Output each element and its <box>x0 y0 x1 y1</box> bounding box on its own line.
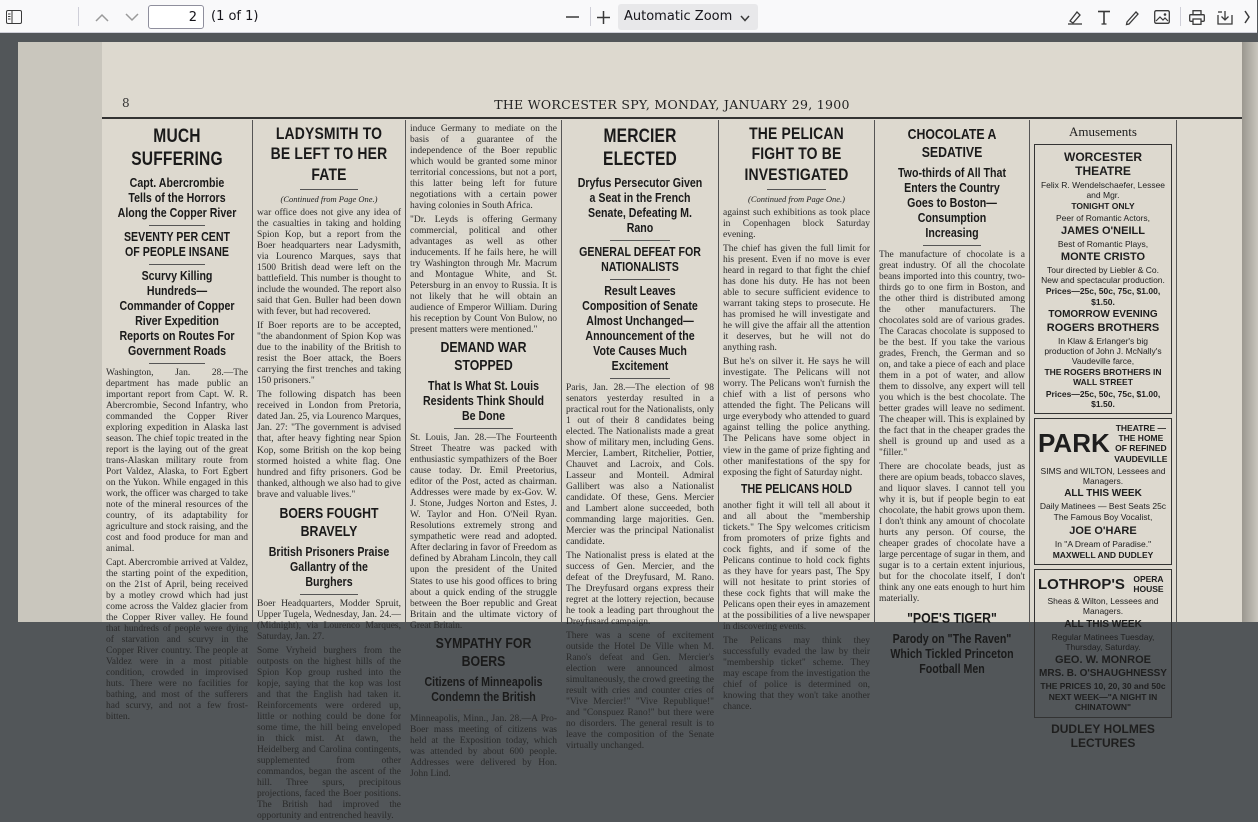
column-rule <box>1176 120 1177 630</box>
masthead-rule <box>102 117 1242 119</box>
amusements-title: Amusements <box>1069 124 1137 139</box>
article-text: Paris, Jan. 28.—The election of 98 senators yesterday resulted in a practical rout for the Nationalists, only 1 out of their 8 candidates being elected. The Nationalists made a great show of military men, including Gens. Mercier, Lambert, Ritchelier, Pottier, Chauvet and Lacroix, and Cols. Lasseur and Monteil. Admiral Gallibert was also a Nationalist candidate. Of these, Gens. Mercier and Lambert alone succeeded, both commanding large majorities. Gen. Mercier was the principal Nationalist candidate. <box>566 382 714 547</box>
ad-text: MRS. B. O'SHAUGHNESSY <box>1039 668 1167 679</box>
toolbar-separator <box>78 7 79 26</box>
article-text: induce Germany to mediate on the basis of a guarantee of the independence of the Boer republic which would be granted some minor territorial concessions, but not a port, this latter being left for future negotiations with a certain power having colonies in South Africa. <box>410 124 557 212</box>
article-text: Boer Headquarters, Modder Spruit, Upper Tugela, Wednesday, Jan. 24.—(Midnight), via Lourenco Marques, Saturday, Jan. 27. <box>257 598 401 642</box>
headline: LADYSMITH TO BE LEFT TO HER FATE <box>270 124 388 184</box>
chevron-down-icon <box>740 11 750 26</box>
ad-text: The Famous Boy Vocalist, <box>1053 512 1153 523</box>
article-text: Some Vryheid burghers from the outposts on the highest hills of the Spion Kop group rushed into the kopje, saying that the kop was lost and that the English had taken it. Reinforcements were ordered up, little or nothing could be done for some time, the hill being enveloped in thick mist. At dawn, the Heidelberg and Carolina contingents, supplemented from other commandos, began the ascent of the hill. Three spurs, precipitous projections, faced the Boer positions. The British had improved the opportunity and entrenched heavily. <box>257 645 401 821</box>
divider <box>149 225 206 226</box>
article-text: St. Louis, Jan. 28.—The Fourteenth Street Theatre was packed with enthusiastic sympathizers of the Boer cause today. Dr. Emil Preetorius, editor of the Post, acted as chairman. Addresses were made by ex-Gov. W. J. Stone, Judges Norton and Estes, J. W. Taylor and Hon. O'Neil Ryan. Resolutions extremely strong and sympathetic were read and adopted. After declaring in favor of Freedom as defined by Abraham Lincoln, they call upon the president of the United States to use his good offices to bring about a quick ending of the struggle between the Boer republic and Great Britain and the ultimate victory of Great Britain. <box>410 433 557 631</box>
ad-text: TONIGHT ONLY <box>1071 201 1135 212</box>
worcester-theatre-ad <box>1034 144 1172 414</box>
headline: MERCIER ELECTED <box>603 126 677 170</box>
image-icon[interactable] <box>1152 7 1172 27</box>
ad-text: THEATRE — THE HOME OF REFINED VAUDEVILLE <box>1114 423 1168 464</box>
ad-text: Prices—25c, 50c, 75c, $1.00, $1.50. <box>1045 388 1161 409</box>
ad-text: LOTHROP'S <box>1038 575 1125 593</box>
article-text: The chief has given the full limit for his present. Even if no move is ever heard in regard to that fight the chief has done his duty. He has not been able to secure sufficient evidence to warrant taking steps to prosecute. He has promised he will investigate and he will give the affair all the attention it deserves, but he will not do anything rash. <box>723 244 870 354</box>
subheadline: Two-thirds of All That Enters the Country Goes to Boston—Consumption Increasing <box>897 166 1007 240</box>
ad-text: THE PRICES 10, 20, 30 and 50c <box>1040 681 1166 691</box>
ad-text: NEXT WEEK—"A NIGHT IN CHINATOWN" <box>1048 692 1158 713</box>
ad-text: SIMS and WILTON, Lessees and Managers. <box>1040 465 1166 486</box>
column-pelican-fight <box>719 120 874 712</box>
pdf-toolbar <box>0 0 1257 33</box>
ad-text: WORCESTER THEATRE <box>1064 150 1142 178</box>
continued-note: (Continued from Page One.) <box>748 194 845 205</box>
ad-text: JAMES O'NEILL <box>1061 224 1145 237</box>
ad-text: GEO. W. MONROE <box>1055 654 1151 666</box>
ad-text: ALL THIS WEEK <box>1064 488 1142 500</box>
next-page-icon[interactable] <box>122 7 142 27</box>
document-viewer[interactable] <box>0 33 1257 821</box>
ad-text: ALL THIS WEEK <box>1064 618 1142 630</box>
zoom-select[interactable] <box>618 4 758 30</box>
previous-page-icon[interactable] <box>92 7 112 27</box>
column-mercier <box>562 120 718 752</box>
headline: THE PELICANS HOLD <box>741 481 852 496</box>
divider <box>610 240 669 241</box>
toolbar-separator <box>1180 7 1181 26</box>
continued-note: (Continued from Page One.) <box>280 194 378 205</box>
subheadline: GENERAL DEFEAT FOR NATIONALISTS <box>579 244 701 274</box>
ad-text: ROGERS BROTHERS <box>1046 321 1160 334</box>
column-much-suffering <box>102 120 252 723</box>
lothrops-opera-house-ad <box>1034 569 1172 718</box>
ad-text: MAXWELL AND DUDLEY <box>1052 549 1154 560</box>
divider <box>610 378 669 379</box>
divider <box>610 279 669 280</box>
sidebar-toggle-icon[interactable] <box>4 7 24 27</box>
ad-text: Daily Matinees — Best Seats 25c <box>1039 501 1167 512</box>
park-theatre-ad <box>1034 418 1172 565</box>
ad-text: PARK <box>1038 428 1110 459</box>
article-text: But he's on silver it. He says he will investigate. The Pelicans will not worry. The Pelicans won't furnish the chief with a list of persons who attended the fight. The Pelicans will urge everybody who attended to guard against telling the police anything. The Pelicans have some object in view in the game of prize fighting and other manifestations of the spy for exposing the fight of Saturday night. <box>723 357 870 478</box>
toolbar-separator <box>590 7 591 26</box>
ad-text: Sheas & Wilton, Lessees and Managers. <box>1047 596 1159 617</box>
divider <box>454 709 513 710</box>
ad-text: DUDLEY HOLMES LECTURES <box>1051 721 1155 750</box>
article-text: another fight it will tell all about it and all about the "membership tickets." The Spy welcomes criticism from promoters of prize fights and cock fights, and if some of the Pelicans continue to hold cock fights as they have for years past, The Spy will not hesitate to print stories of these cock fights that will make the Pelicans open their eyes in amazement at the possibilities of a live newspaper in discovering events. <box>723 500 870 632</box>
text-icon[interactable] <box>1094 7 1114 27</box>
newspaper-masthead: THE WORCESTER SPY, MONDAY, JANUARY 29, 1900 <box>494 97 850 112</box>
article-text: If Boer reports are to be accepted, "the abandonment of Spion Kop was due to the inability of the British to resist the Boer attack, the Boers carrying the first trenches and taking 150 prisoners." <box>257 321 401 387</box>
page-number-input[interactable] <box>148 5 204 29</box>
headline: THE PELICAN FIGHT TO BE INVESTIGATED <box>744 124 849 184</box>
article-text: There was a scene of excitement outside the Hotel De Ville when M. Rano's defeat and Gen. Mercier's election were announced almost simultaneously, the crowd greeting the result with cries and counter cries of "Vive Mercier!" "Vive Republique!" and "Conspuez Rano!" but there were no disorders. The general result is to leave the composition of the Senate virtually unchanged. <box>566 630 714 752</box>
article-text: "Dr. Leyds is offering Germany commercial, political and other advantages as well as other inducements. If he fails here, he will try Washington through Mr. Macrum and Montague White, and St. Petersburg in an envoy to Russia. It is not likely that he will obtain an audience of Emperor William. During his reception by Count Von Bulow, no present matters were mentioned." <box>410 215 557 336</box>
page-edge-shadow <box>1242 42 1258 622</box>
save-icon[interactable] <box>1215 7 1235 27</box>
newspaper-scan <box>102 42 1242 821</box>
subheadline: Scurvy Killing Hundreds—Commander of Copper River Expedition Reports on Routes For Government Roads <box>119 268 235 358</box>
headline: CHOCOLATE A SEDATIVE <box>907 126 997 161</box>
zoom-value: Automatic Zoom <box>624 9 733 24</box>
divider <box>300 189 358 190</box>
article-text: There are chocolate beads, just as there are opium beads, tobacco slaves, and liquor slaves. I cannot tell you why it is, but if people begin to eat chocolate, the habit grows upon them. I don't think any amount of chocolate hurts any person. Of course, the cheaper grades of chocolate have a large percentage of sugar in them, and sugar is to a certain extent injurious, but for the chocolate itself, I don't think any one eats enough to hurt him materially. <box>879 462 1025 605</box>
headline: DEMAND WAR STOPPED <box>440 339 527 375</box>
column-ladysmith <box>253 120 405 821</box>
subheadline: Citizens of Minneapolis Condemn the British <box>424 674 543 704</box>
divider <box>300 594 358 595</box>
ad-text: JOE O'HARE <box>1069 524 1137 537</box>
divider <box>454 428 513 429</box>
zoom-out-icon[interactable] <box>562 7 582 27</box>
subheadline: British Prisoners Praise Gallantry of the Burghers <box>268 544 390 589</box>
ad-text: Tour directed by Liebler & Co. New and spectacular production. <box>1041 264 1165 286</box>
tools-icon[interactable] <box>1240 7 1254 27</box>
article-text: against such exhibitions as took place in Copenhagen block Saturday evening. <box>723 208 870 241</box>
divider <box>767 189 826 190</box>
headline: BOERS FOUGHT BRAVELY <box>279 504 379 540</box>
column-amusements <box>1030 120 1176 750</box>
article-text: war office does not give any idea of the casualties in taking and holding Spion Kop, but a report from the Boer headquarters near Ladysmith, via Lourenco Marques, says that 1500 British dead were left on the battlefield. This number is thought to include the wounded. The report also said that Gen. Buller had been down with fever, but had recovered. <box>257 208 401 318</box>
ad-text: TOMORROW EVENING <box>1048 308 1158 320</box>
subheadline: SEVENTY PER CENT OF PEOPLE INSANE <box>123 229 231 259</box>
ad-text: THE ROGERS BROTHERS IN WALL STREET <box>1044 367 1162 388</box>
subheadline: Parody on "The Raven" Which Tickled Princeton Football Men <box>890 631 1014 676</box>
article-text: Washington, Jan. 28.—The department has made public an important report from Capt. W. R. Abercrombie, Second Infantry, who commanded the Copper River exploring expedition in Alaska last season. The chief topic treated in the report is the laying out of the great trans-Alaskan military route from Port Valdez, Alaska, to Fort Egbert on the Yukon. While engaged in this work, the officer was charged to take note of the mineral resources of the country, of its adaptability for agriculture and stock raising, and the cost and food produce for man and animal. <box>106 367 248 554</box>
column-chocolate <box>875 120 1029 676</box>
ad-text: Peer of Romantic Actors, <box>1055 212 1150 223</box>
ad-text: In "A Dream of Paradise." <box>1054 538 1152 549</box>
divider <box>923 245 981 246</box>
subheadline: Dryfus Persecutor Given a Seat in the French Senate, Defeating M. Rano <box>577 175 703 235</box>
column-boer-mediation <box>406 120 561 779</box>
ad-text: In Klaw & Erlanger's big production of John J. McNally's Vaudeville farce, <box>1044 335 1162 367</box>
article-text: Minneapolis, Minn., Jan. 28.—A Pro-Boer mass meeting of citizens was held at the Exposition today, which was attended by about 600 people. Addresses were delivered by Hon. John Lind. <box>410 713 557 779</box>
article-text: The Nationalist press is elated at the success of Gen. Mercier, and the defeat of the Dreyfusard, M. Rano. The Dreyfusard organs express their regret at the lottery rejection, because he took a leading part throughout the Dreyfusard campaign. <box>566 550 714 627</box>
ad-text: Best of Romantic Plays, <box>1057 238 1149 249</box>
article-text: The manufacture of chocolate is a great industry. Of all the chocolate beans imported into this country, two-thirds go to one firm in Boston, and the other third is distributed among the other manufacturers. The chocolates sold are of various grades. The Caracas chocolate is supposed to be the best. If you take the various grades, French, the German and so on, and take a piece of each and place them in a pot of water, and allow them to dissolve, any expert will tell you which is the best chocolate. The better grades will leave no sediment. The cheaper will. This is explained by the fact that in the cheaper grades the shell is ground up and used as a "filler." <box>879 250 1025 459</box>
subheadline: Capt. Abercrombie Tells of the Horrors Along the Copper River <box>117 175 237 220</box>
divider <box>149 363 206 364</box>
pdf-page <box>18 42 1240 821</box>
headline: SYMPATHY FOR BOERS <box>435 634 532 670</box>
ad-text: Felix R. Wendelschaefer, Lessee and Mgr. <box>1040 180 1166 201</box>
divider <box>149 264 206 265</box>
draw-icon[interactable] <box>1123 7 1143 27</box>
ad-text: MONTE CRISTO <box>1060 250 1146 263</box>
subheadline: That Is What St. Louis Residents Think Should Be Done <box>422 379 545 424</box>
highlight-icon[interactable] <box>1065 7 1085 27</box>
ad-text: Prices—25c, 50c, 75c, $1.00, $1.50. <box>1045 286 1161 307</box>
article-text: The Pelicans may think they successfully evaded the law by their "membership ticket" scheme. They may escape from the investigation the chief of police is determined on, knowing that they won't take another chance. <box>723 635 870 712</box>
ad-text: OPERA HOUSE <box>1133 573 1164 595</box>
headline: MUCH SUFFERING <box>131 126 223 170</box>
zoom-in-icon[interactable] <box>593 7 613 27</box>
article-text: Capt. Abercrombie arrived at Valdez, the starting point of the expedition, on the 21st of April, being received by a motley crowd which had just come across the Valdez glacier from the Copper River valley. He found that hundreds of people were dying of starvation and scurvy in the Copper River country. The people at Valdez were in a most pitiable condition, crowded in improvised huts. There were no facilities for bathing, and most of the sufferers had scurvy, and not a few frost-bitten. <box>106 557 248 723</box>
print-icon[interactable] <box>1187 7 1207 27</box>
newspaper-page-number: 8 <box>122 96 130 110</box>
headline: "POE'S TIGER" <box>907 609 997 627</box>
subheadline: Result Leaves Composition of Senate Almost Unchanged—Announcement of the Vote Causes Much Excitement <box>582 283 698 373</box>
article-text: The following dispatch has been received in London from Pretoria, dated Jan. 25, via Lourenco Marques, Jan. 27: "The government is advised that, after heavy fighting near Spion Kop, some British on the kop being stormed hoisted a white flag. One hundred and fifty prisoners. God be thanked, although we also had to give brave and valuable lives." <box>257 390 401 500</box>
ad-text: Regular Matinees Tuesday, Thursday, Saturday. <box>1051 631 1155 652</box>
page-count: (1 of 1) <box>211 9 259 24</box>
